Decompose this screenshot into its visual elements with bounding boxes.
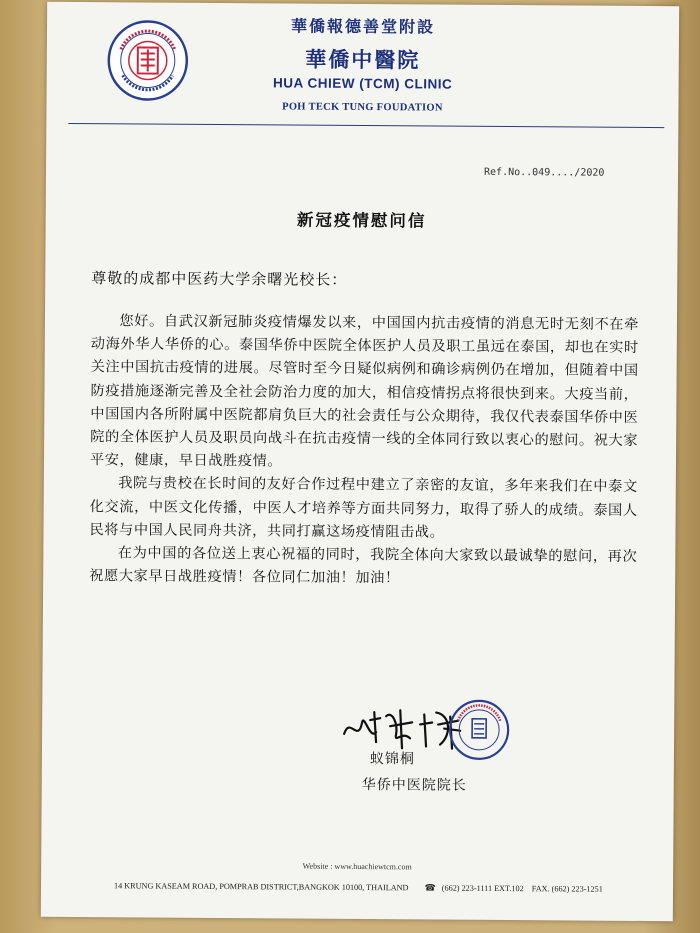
clinic-stamp [448, 699, 510, 761]
header-clinic-name-en: HUA CHIEW (TCM) CLINIC [272, 75, 453, 92]
letter-salutation: 尊敬的成都中医药大学余曙光校长： [91, 269, 348, 289]
footer-address: 14 KRUNG KASEAM ROAD, POMPRAB DISTRICT,BANGKOK 10100, THAILAND [114, 881, 409, 893]
header-divider [68, 123, 664, 128]
letter-body [89, 310, 639, 592]
header-clinic-name-cn: 華僑中醫院 [305, 46, 421, 73]
letter-title: 新冠疫情慰问信 [296, 210, 427, 231]
signer-title: 华侨中医院院长 [361, 777, 467, 794]
header-org-line: 華僑報德善堂附設 [290, 16, 436, 37]
letter-page [41, 2, 679, 921]
footer-website: Website : www.huachiewtcm.com [302, 861, 412, 872]
phone-icon: ☎ [424, 882, 436, 893]
footer-phone: (662) 223-1111 EXT.102 [441, 883, 524, 894]
footer-contact [114, 880, 603, 894]
signer-name: 蚁锦桐 [369, 751, 415, 768]
reference-number: Ref.No..049..../2020 [483, 166, 605, 179]
footer-fax: FAX. (662) 223-1251 [531, 884, 603, 894]
header-foundation-name: POH TECK TUNG FOUDATION [282, 101, 443, 114]
letter-paragraph: 您好。自武汉新冠肺炎疫情爆发以来，中国国内抗击疫情的消息无时无刻不在牵动海外华人华侨的心。泰国华侨中医院全体医护人员及职工虽远在泰国，却也在实时关注中国抗击疫情的进展。尽管时至今日疑似病例和确诊病例仍在增加，但随着中国防疫措施逐渐完善及全社会防治力度的加大，相信疫情拐点将很快到来。大疫当前，中国国内各所附属中医院都肩负巨大的社会责任与公众期待，我仅代表泰国华侨中医院的全体医护人员及职员向战斗在抗击疫情一线的全体同行致以衷心的慰问。祝大家平安，健康，早日战胜疫情。 [89, 313, 640, 470]
letter-paragraph: 在为中国的各位送上衷心祝福的同时，我院全体向大家致以最诚挚的慰问，再次祝愿大家早日战胜疫情！各位同仁加油！加油！ [89, 545, 638, 587]
letter-paragraph: 我院与贵校在长时间的友好合作过程中建立了亲密的友谊，多年来我们在中泰文化交流，中医文化传播，中医人才培养等方面共同努力，取得了骄人的成绩。泰国人民将与中国人民同舟共济，共同打赢这场疫情阻击战。 [89, 475, 638, 541]
